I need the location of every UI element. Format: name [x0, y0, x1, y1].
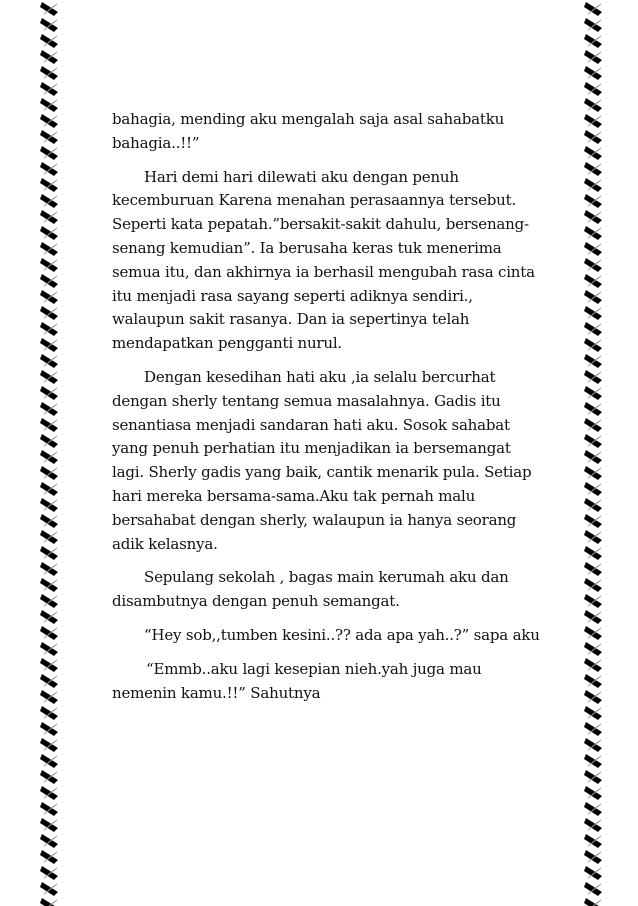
- paragraph-5-dialogue: “Hey sob,,tumben kesini..?? ada apa yah..?” sapa aku: [144, 625, 540, 644]
- paragraph-6-dialogue: “Emmb..aku lagi kesepian nieh.yah juga mau nemenin kamu.!!” Sahutnya: [112, 659, 482, 702]
- paragraph-4: Sepulang sekolah , bagas main kerumah aku dan disambutnya dengan penuh semangat.: [112, 568, 509, 611]
- right-decorative-border: [582, 0, 606, 906]
- paragraph-2: Hari demi hari dilewati aku dengan penuh kecemburuan Karena menahan perasaannya tersebut. Seperti kata pepatah.”bersakit-sakit dahulu, bersenang-senang kemudian”. Ia berusaha keras tuk menerima semua itu, dan akhirnya ia berhasil mengubah rasa cinta itu menjadi rasa sayang seperti adiknya sendiri., walaupun sakit rasanya. Dan ia sepertinya telah mendapatkan pengganti nurul.: [112, 167, 535, 353]
- chevron-border-pattern: [582, 0, 606, 906]
- story-text: [112, 108, 542, 715]
- paragraph-1: bahagia, mending aku mengalah saja asal sahabatku bahagia..!!”: [112, 110, 505, 152]
- chevron-border-pattern: [38, 0, 62, 906]
- paragraph-3: Dengan kesedihan hati aku ,ia selalu bercurhat dengan sherly tentang semua masalahnya. Gadis itu senantiasa menjadi sandaran hati aku. Sosok sahabat yang penuh perhatian itu menjadikan ia bersemangat lagi. Sherly gadis yang baik, cantik menarik pula. Setiap hari mereka bersama-sama.Aku tak pernah malu bersahabat dengan sherly, walaupun ia hanya seorang adik kelasnya.: [112, 367, 532, 553]
- left-decorative-border: [38, 0, 62, 906]
